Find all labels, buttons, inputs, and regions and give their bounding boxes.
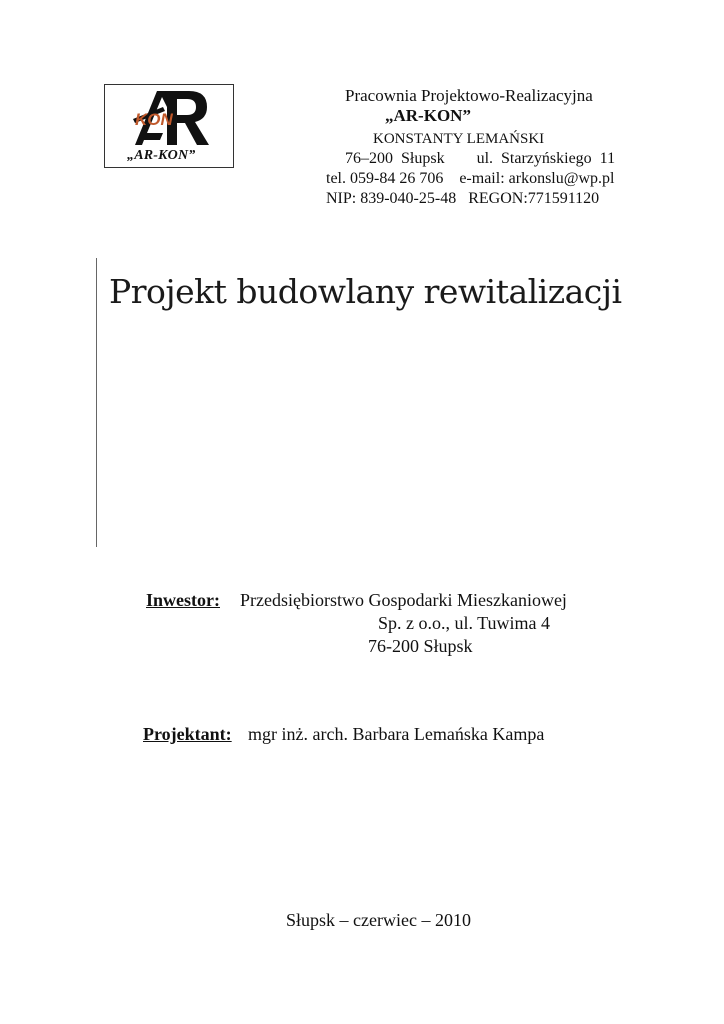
logo-caption: „AR-KON” xyxy=(127,148,196,163)
designer-name: mgr inż. arch. Barbara Lemańska Kampa xyxy=(248,724,545,744)
firm-name: Pracownia Projektowo-Realizacyjna xyxy=(345,86,593,105)
firm-short-name: „AR-KON” xyxy=(385,106,471,125)
investor-address-line: Sp. z o.o., ul. Tuwima 4 xyxy=(378,613,551,633)
firm-address: 76–200 Słupsk ul. Starzyńskiego 11 xyxy=(345,150,616,167)
firm-ids: NIP: 839-040-25-48 REGON:771591120 xyxy=(326,190,600,207)
investor-name: Przedsiębiorstwo Gospodarki Mieszkaniowej xyxy=(240,590,567,610)
place-date-line: Słupsk – czerwiec – 2010 xyxy=(286,910,471,930)
company-logo xyxy=(104,84,234,168)
logo-accent-text: KON xyxy=(135,110,173,129)
left-margin-rule xyxy=(96,258,97,547)
designer-label-text: Projektant: xyxy=(143,724,232,744)
firm-contact: tel. 059-84 26 706 e-mail: arkonslu@wp.pl xyxy=(326,170,615,187)
document-title: Projekt budowlany rewitalizacji xyxy=(109,272,622,311)
investor-city-line: 76-200 Słupsk xyxy=(368,636,473,656)
investor-label-text: Inwestor: xyxy=(146,590,220,610)
firm-owner: KONSTANTY LEMAŃSKI xyxy=(373,131,545,147)
investor-label xyxy=(146,589,220,612)
designer-label xyxy=(143,723,232,746)
